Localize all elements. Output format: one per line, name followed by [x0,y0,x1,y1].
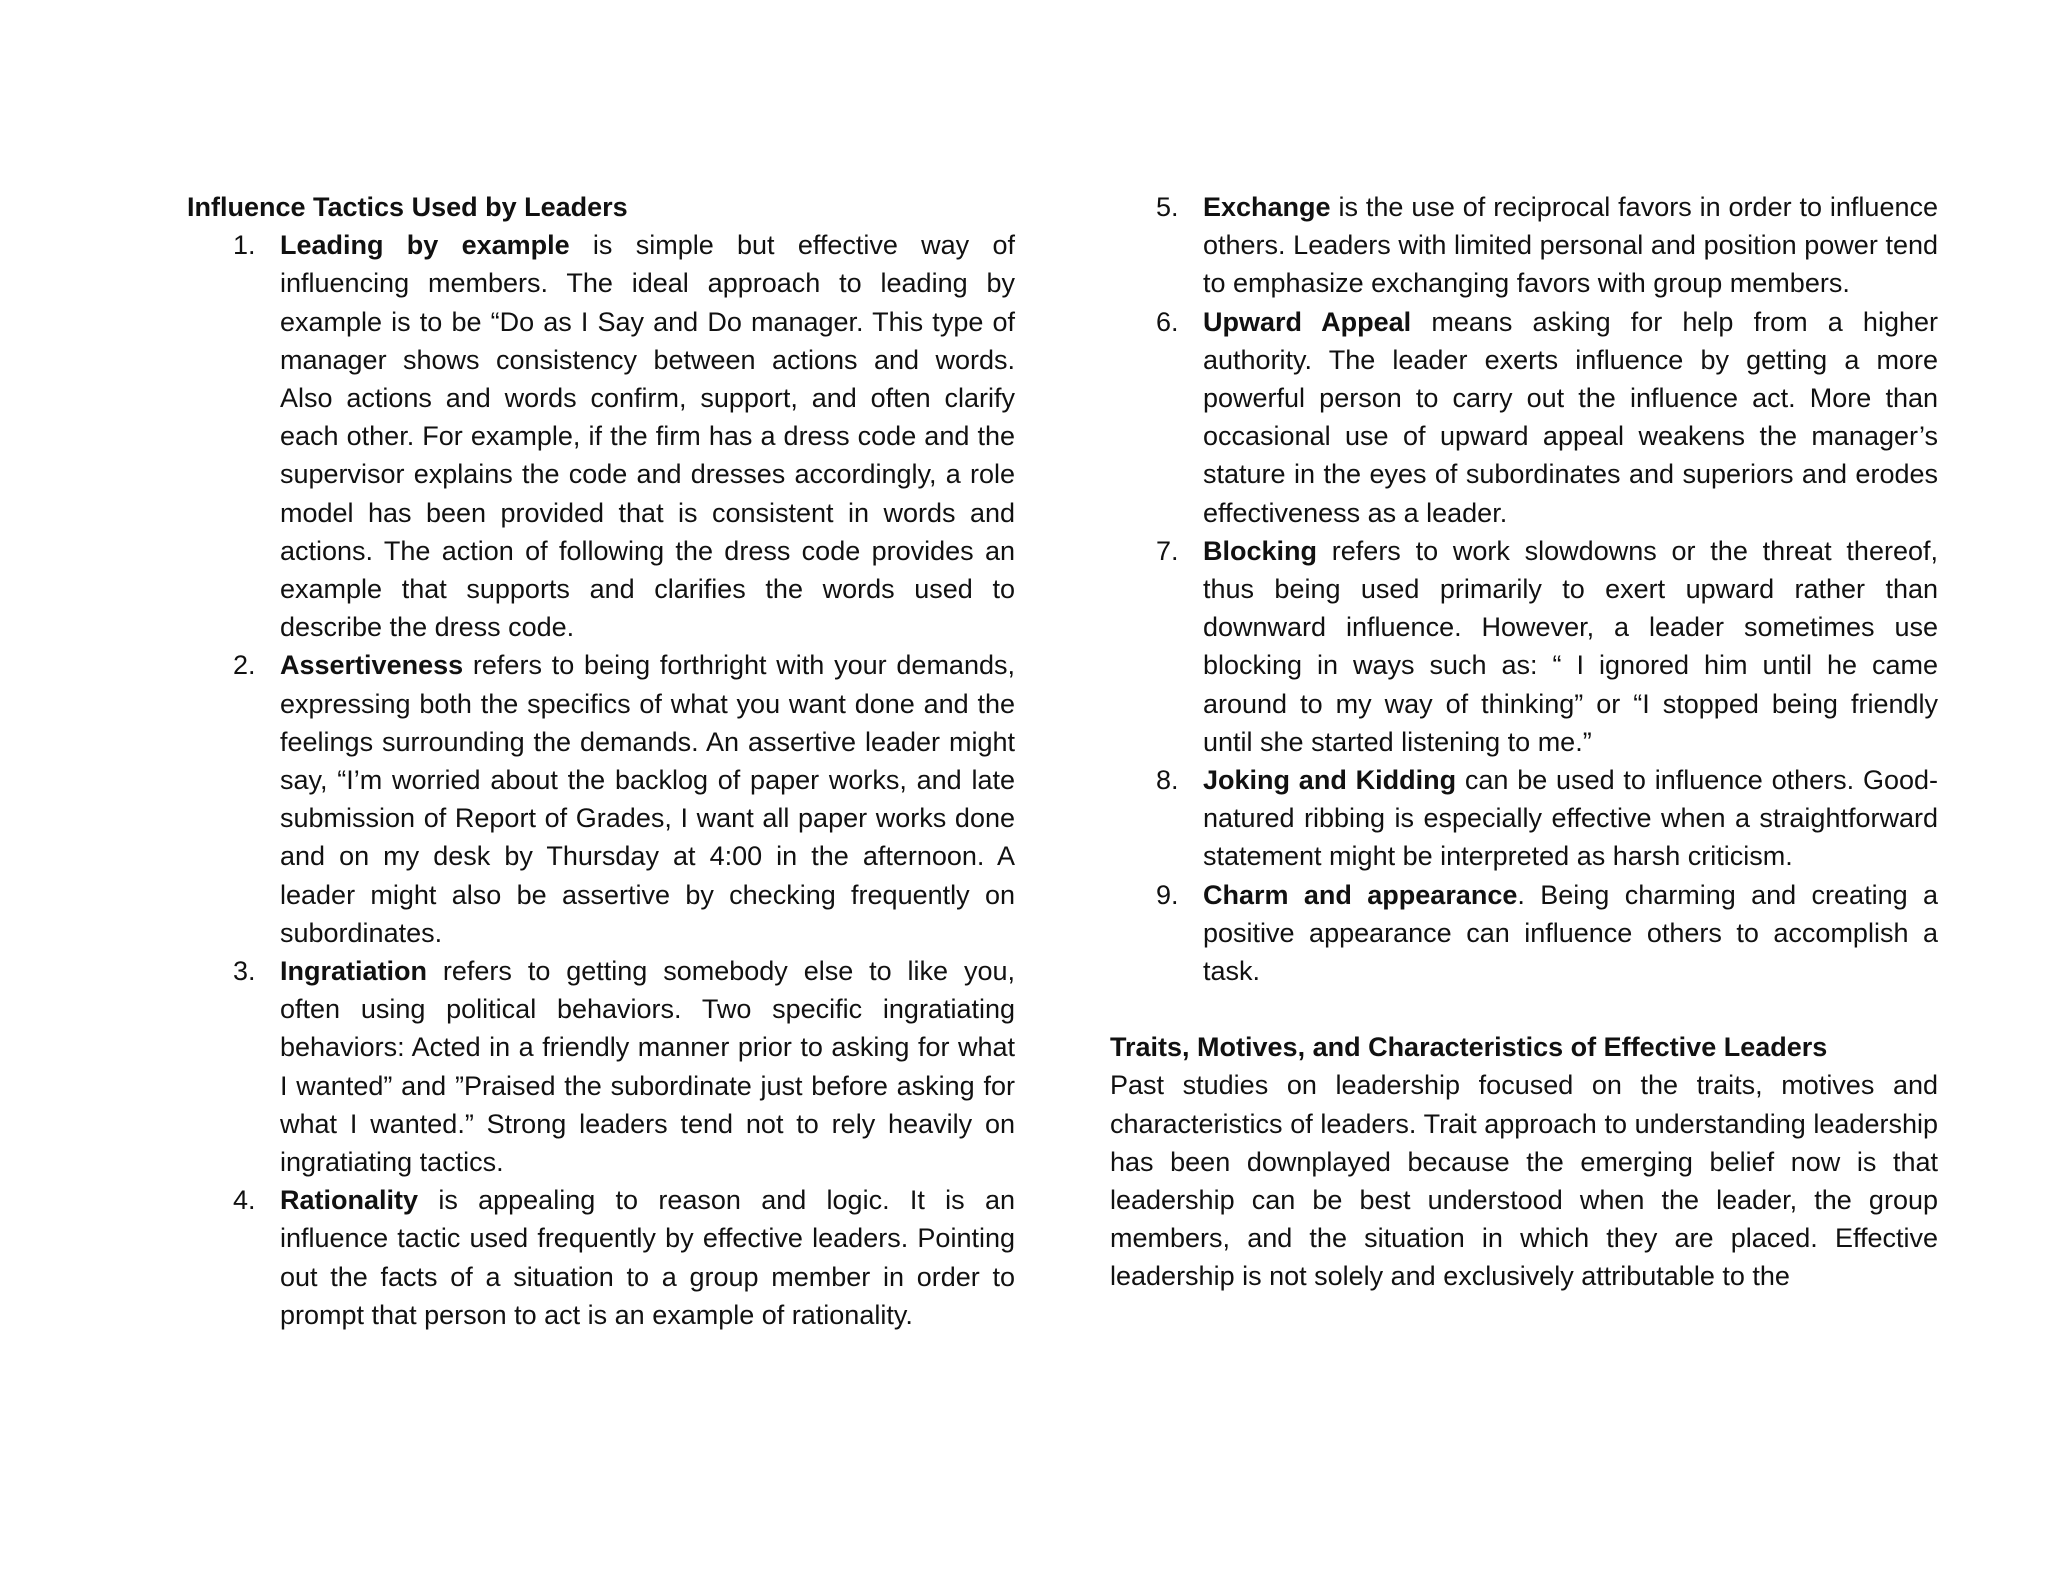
list-item-text: . Being charming and creating a positive appearance can influence others to accomplish a task. [1203,879,1939,987]
list-item [1110,761,1938,876]
list-number: 5. [1156,192,1179,222]
list-item [187,1181,1015,1334]
list-item [1110,532,1938,761]
list-item-text: is the use of reciprocal favors in order to influence others. Leaders with limited personal and position power tend to emphasize exchanging favors with group members. [1203,192,1938,299]
list-item-term: Rationality [280,1185,419,1216]
list-item [187,646,1015,952]
list-item-term: Upward Appeal [1203,306,1412,337]
left-column [187,188,1015,1334]
section-heading-traits: Traits, Motives, and Characteristics of Effective Leaders [1110,1032,1828,1063]
list-number: 8. [1156,765,1179,796]
right-column [1110,188,1938,1296]
list-item-text: refers to being forthright with your demands, expressing both the specifics of what you want done and the feelings surrounding the demands. An assertive leader might say, “I’m worried about the backlog of paper works, and late submission of Report of Grades, I want all paper works done and on my desk by Thursday at 4:00 in the afternoon. A leader might also be assertive by checking frequently on subordinates. [280,650,1015,948]
list-number: 3. [233,956,256,987]
list-item-term: Exchange [1203,192,1331,222]
list-item-term: Ingratiation [280,956,427,987]
list-number: 9. [1156,879,1179,910]
list-number: 2. [233,650,256,681]
list-item-term: Leading by example [280,230,570,261]
list-item-text: means asking for help from a higher authority. The leader exerts influence by getting a more powerful person to carry out the influence act. More than occasional use of upward appeal weakens the manager’s stature in the eyes of subordinates and superiors and erodes effectiveness as a leader. [1203,306,1938,528]
influence-tactics-list [187,226,1015,1334]
list-item [1110,188,1938,303]
list-number: 6. [1156,306,1179,337]
list-number: 7. [1156,535,1179,566]
list-item-term: Joking and Kidding [1203,765,1457,796]
list-item-term: Charm and appearance [1203,879,1518,910]
influence-tactics-list-continued [1110,188,1938,990]
list-item [187,952,1015,1181]
list-item [1110,303,1938,532]
list-item-text: refers to getting somebody else to like you, often using political behaviors. Two specific ingratiating behaviors: Acted in a friendly manner prior to asking for what I wanted” and ”Praised the subordinate just before asking for what I wanted.” Strong leaders tend not to rely heavily on ingratiating tactics. [280,956,1015,1178]
list-item-text: is appealing to reason and logic. It is an influence tactic used frequently by effective leaders. Pointing out the facts of a situation to a group member in order to prompt that person to act is an example of rationality. [280,1185,1015,1330]
list-item-term: Blocking [1203,535,1318,566]
section-spacer [1110,990,1938,1028]
list-item-term: Assertiveness [280,650,464,681]
list-item-text: can be used to influence others. Good-natured ribbing is especially effective when a straightforward statement might be interpreted as harsh criticism. [1203,765,1938,872]
traits-paragraph: Past studies on leadership focused on the traits, motives and characteristics of leaders. Trait approach to understanding leadership has been downplayed because the emerging belief now is that leadership can be best understood when the leader, the group members, and the situation in which they are placed. Effective leadership is not solely and exclusively attributable to the [1110,1070,1938,1292]
list-number: 1. [233,230,256,261]
list-item [1110,876,1938,991]
section-heading-influence-tactics: Influence Tactics Used by Leaders [187,192,628,222]
list-item-text: refers to work slowdowns or the threat thereof, thus being used primarily to exert upward rather than downward influence. However, a leader sometimes use blocking in ways such as: “ I ignored him until he came around to my way of thinking” or “I stopped being friendly until she started listening to me.” [1203,535,1938,757]
list-item-text: is simple but effective way of influencing members. The ideal approach to leading by example is to be “Do as I Say and Do manager. This type of manager shows consistency between actions and words. Also actions and words confirm, support, and often clarify each other. For example, if the firm has a dress code and the supervisor explains the code and dresses accordingly, a role model has been provided that is consistent in words and actions. The action of following the dress code provides an example that supports and clarifies the words used to describe the dress code. [280,230,1015,643]
list-item [187,226,1015,646]
list-number: 4. [233,1185,256,1216]
